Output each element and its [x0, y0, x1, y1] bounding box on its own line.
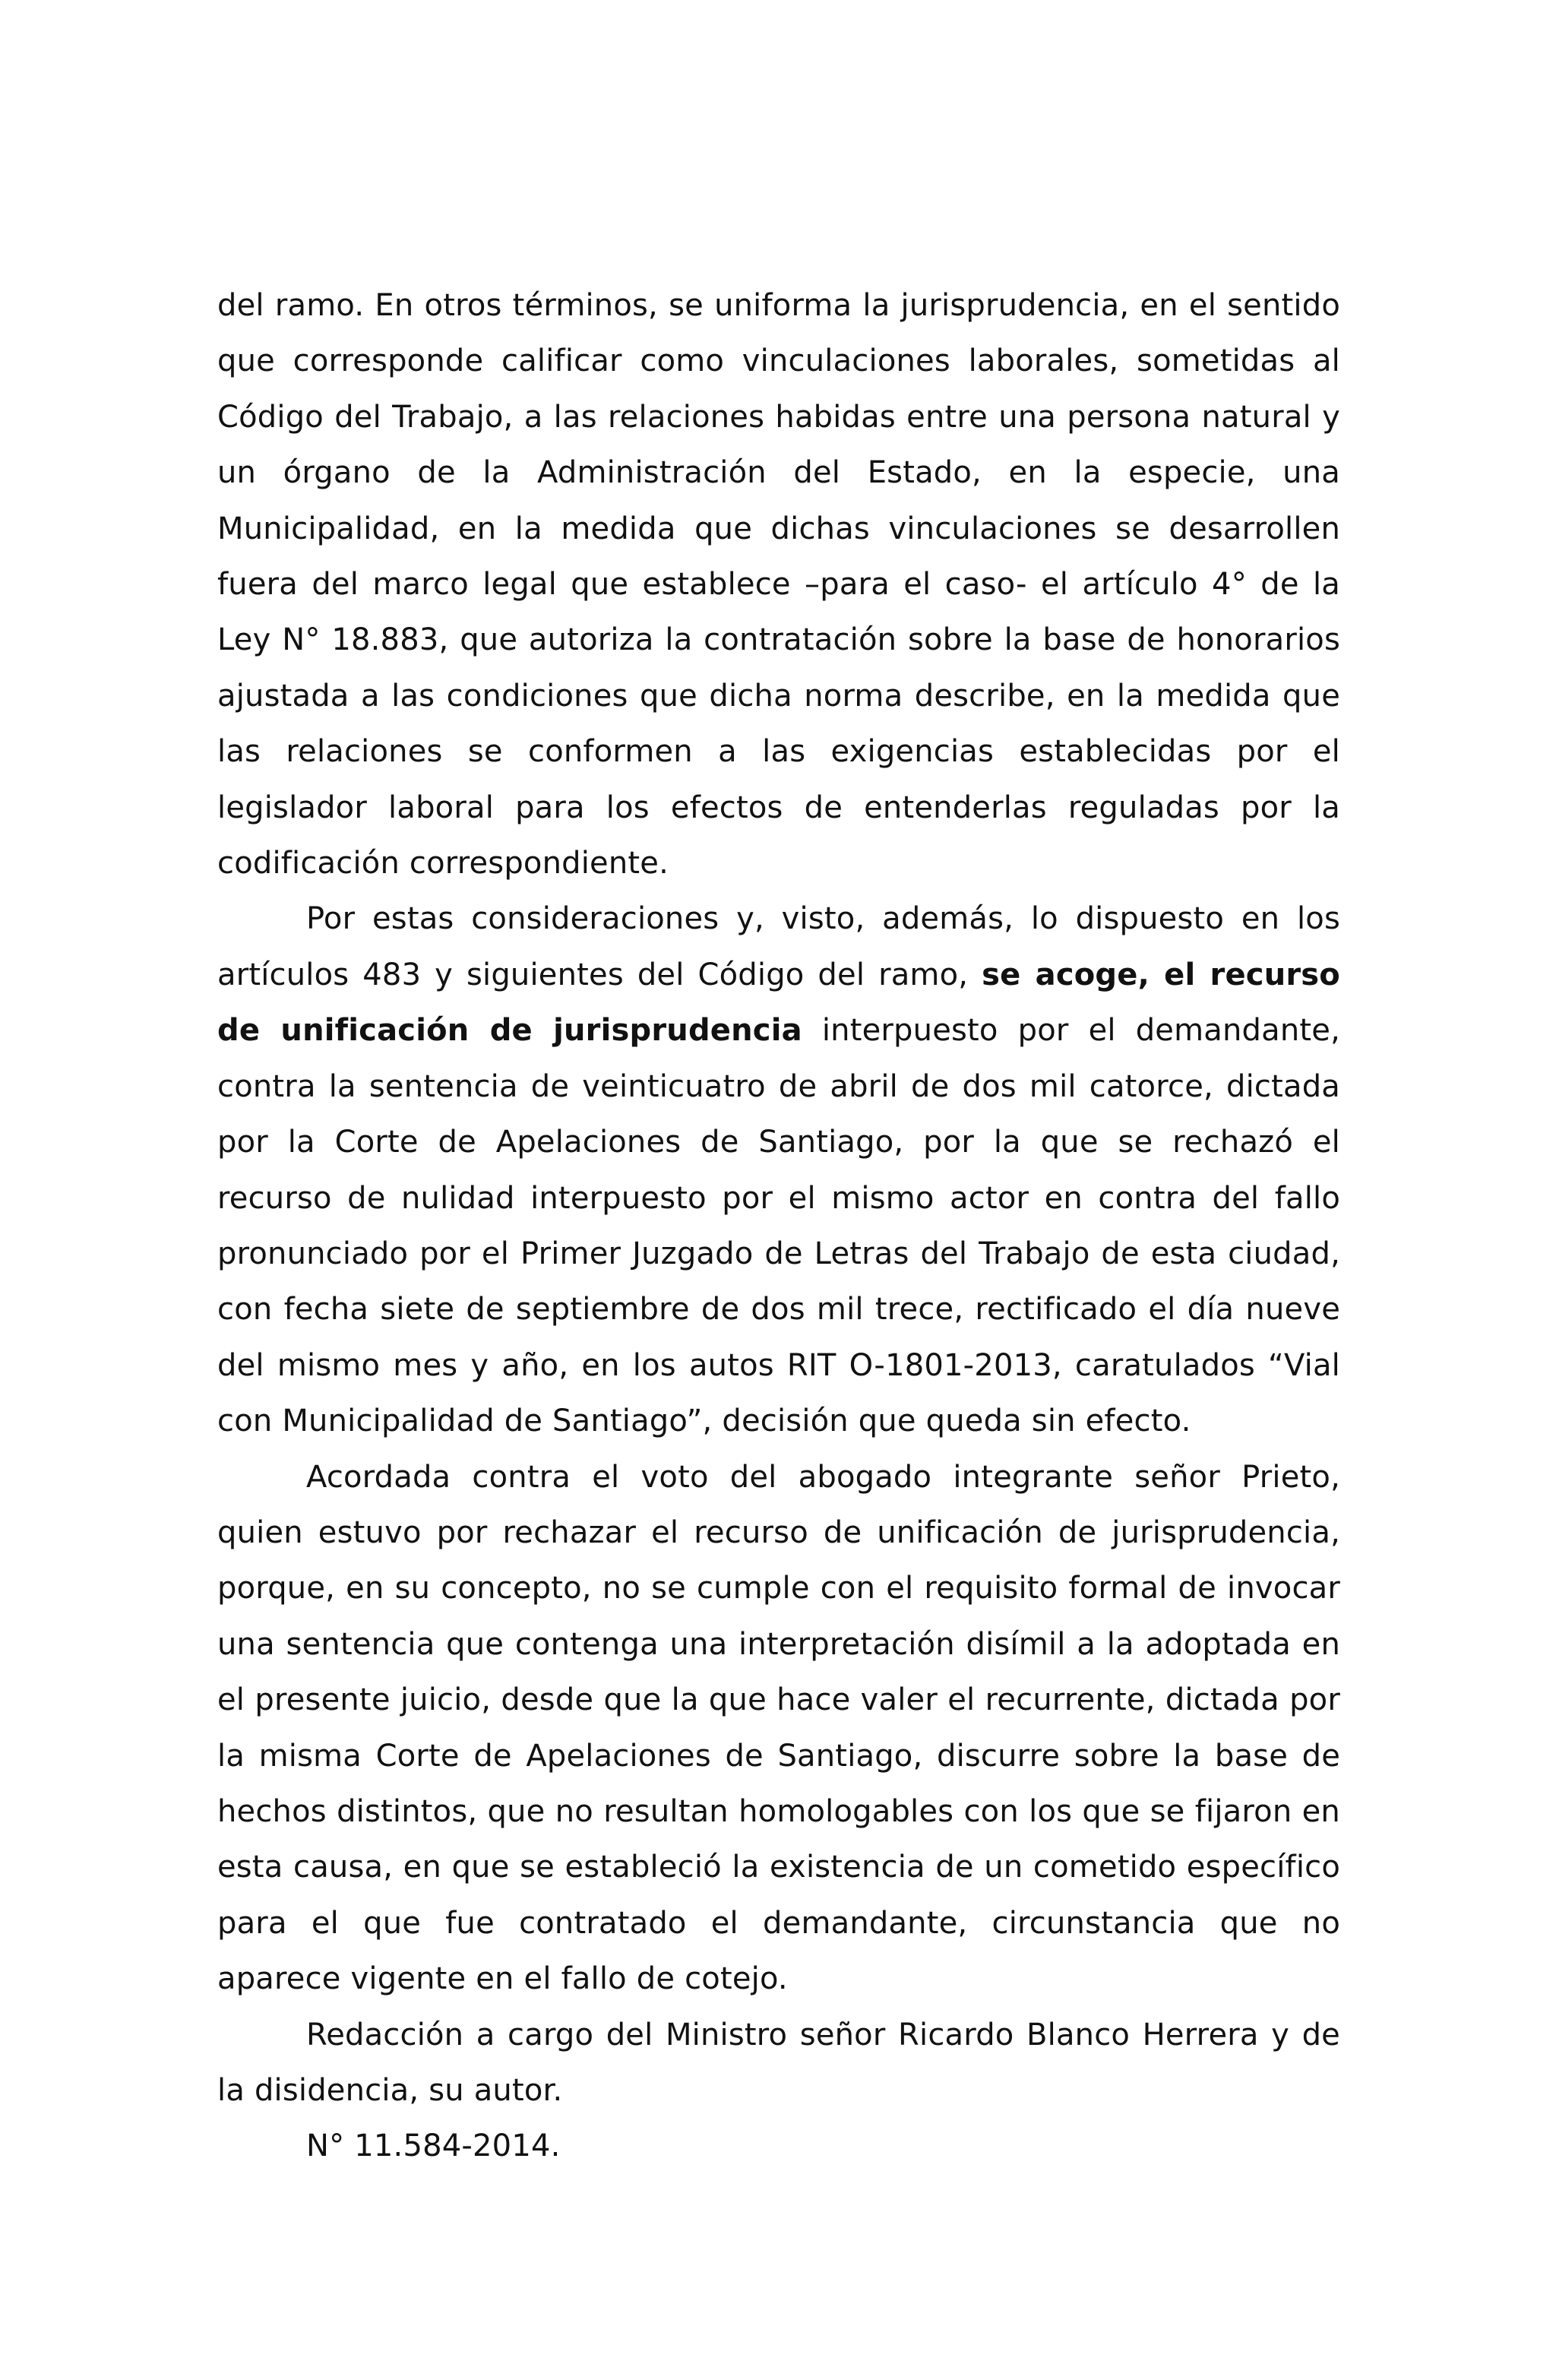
case-number-text: N° 11.584-2014. — [306, 2128, 561, 2164]
document-page — [217, 278, 1340, 2175]
paragraph-ruling — [217, 891, 1340, 1449]
paragraph-conclusion-jurisprudence — [217, 278, 1340, 891]
paragraph-text: Por estas consideraciones y, visto, además, lo dispuesto en los artículos 483 y siguientes del Código del ramo, — [217, 901, 1340, 992]
ruling-bold-text: se acoge, el recurso de unificación de jurisprudencia — [217, 957, 1340, 1049]
paragraph-drafting — [217, 2008, 1340, 2119]
paragraph-text: Redacción a cargo del Ministro señor Ricardo Blanco Herrera y de la disidencia, su autor. — [217, 2017, 1340, 2108]
paragraph-text: Acordada contra el voto del abogado integrante señor Prieto, quien estuvo por rechazar el recurso de unificación de jurisprudencia, porque, en su concepto, no se cumple con el requisito formal de invocar una sentencia que contenga una interpretación disímil a la adoptada en el presente juicio, desde que la que hace valer el recurrente, dictada por la misma Corte de Apelaciones de Santiago, discurre sobre la base de hechos distintos, que no resultan homologables con los que se fijaron en esta causa, en que se estableció la existencia de un cometido específico para el que fue contratado el demandante, circunstancia que no aparece vigente en el fallo de cotejo. — [217, 1459, 1340, 1997]
paragraph-text: del ramo. En otros términos, se uniforma la jurisprudencia, en el sentido que corresponde calificar como vinculaciones laborales, sometidas al Código del Trabajo, a las relaciones habidas entre una persona natural y un órgano de la Administración del Estado, en la especie, una Municipalidad, en la medida que dichas vinculaciones se desarrollen fuera del marco legal que establece –para el caso- el artículo 4° de la Ley N° 18.883, que autoriza la contratación sobre la base de honorarios ajustada a las condiciones que dicha norma describe, en la medida que las relaciones se conformen a las exigencias establecidas por el legislador laboral para los efectos de entenderlas reguladas por la codificación correspondiente. — [217, 288, 1340, 881]
paragraph-text: interpuesto por el demandante, contra la sentencia de veinticuatro de abril de dos mil catorce, dictada por la Corte de Apelaciones de Santiago, por la que se rechazó el recurso de nulidad interpuesto por el mismo actor en contra del fallo pronunciado por el Primer Juzgado de Letras del Trabajo de esta ciudad, con fecha siete de septiembre de dos mil trece, rectificado el día nueve del mismo mes y año, en los autos RIT O-1801-2013, caratulados “Vial con Municipalidad de Santiago”, decisión que queda sin efecto. — [217, 1013, 1341, 1439]
paragraph-dissent — [217, 1450, 1340, 2008]
case-number — [217, 2119, 1340, 2174]
